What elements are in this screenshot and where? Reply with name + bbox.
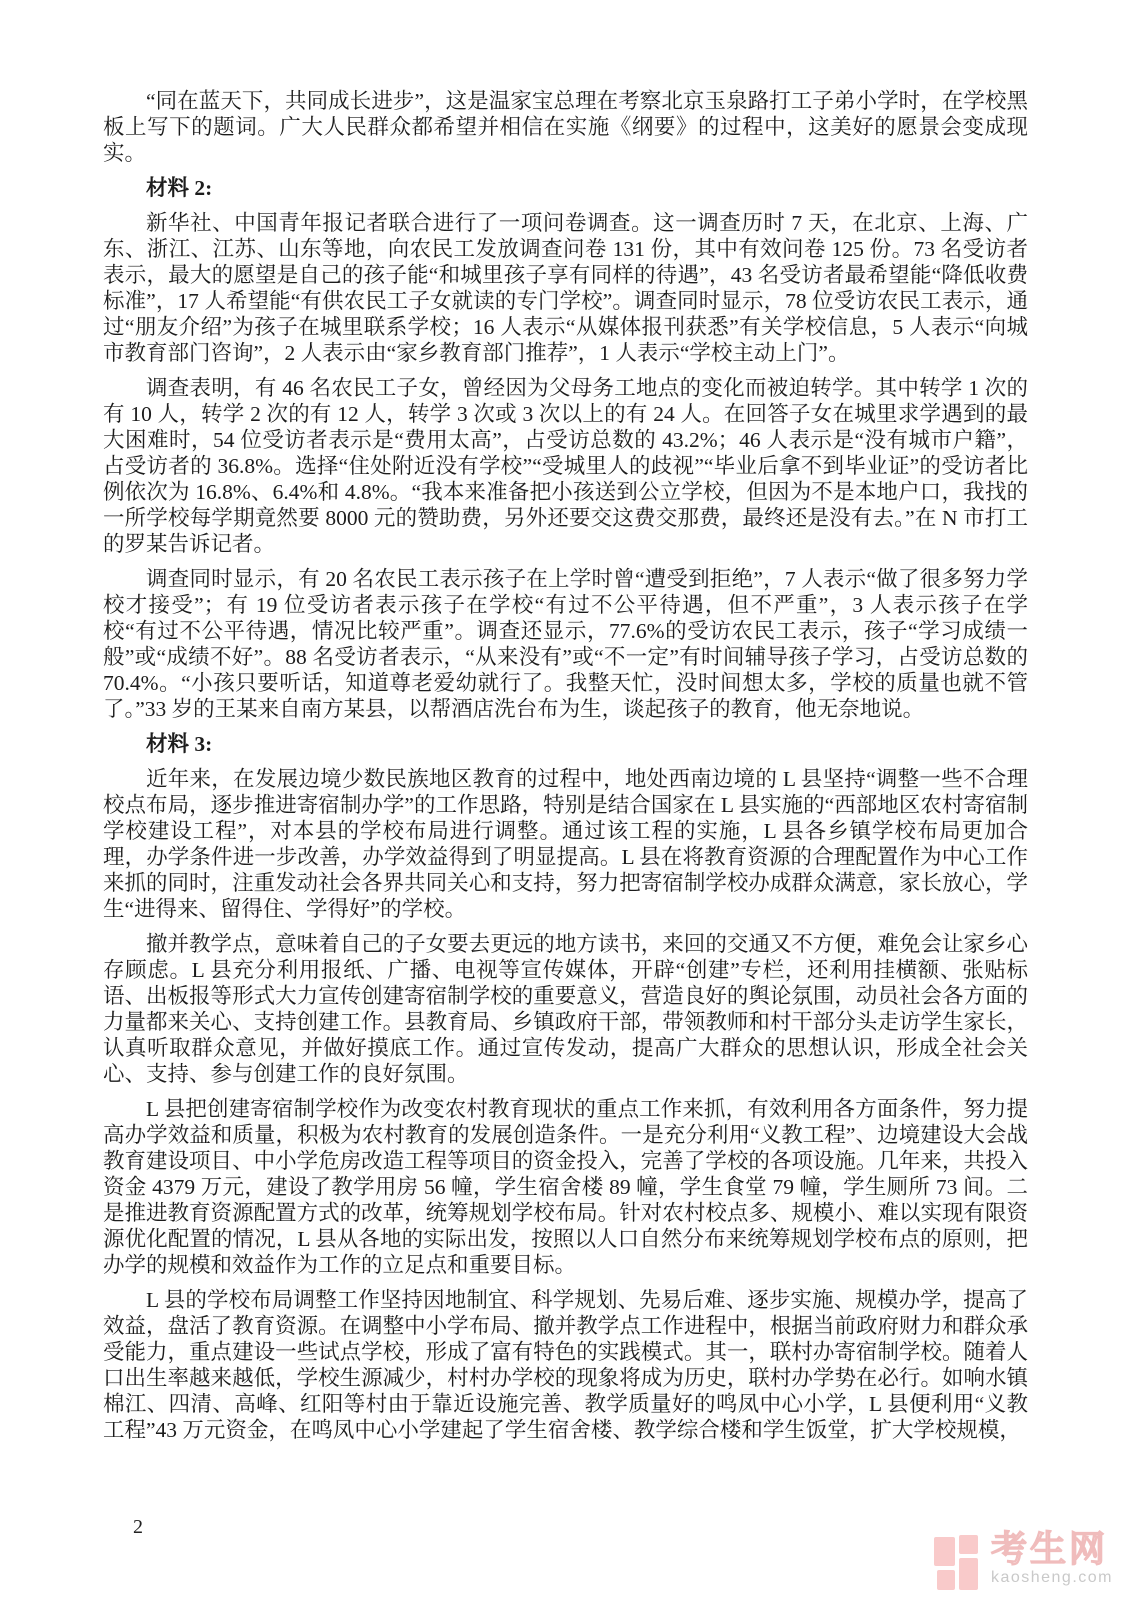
paragraph-school-merging-publicity: 撤并教学点，意味着自己的子女要去更远的地方读书，来回的交通又不方便，难免会让家乡心存顾虑。L 县充分利用报纸、广播、电视等宣传媒体，开辟“创建”专栏，还利用挂横额、张贴标语、出板报等形式大力宣传创建寄宿制学校的重要意义，营造良好的舆论氛围，动员社会各方面的力量都来关心、支持创建工作。县教育局、乡镇政府干部，带领教师和村干部分头走访学生家长，认真听取群众意见，并做好摸底工作。通过宣传发动，提高广大群众的思想认识，形成全社会关心、支持、参与创建工作的良好氛围。 [103,932,1028,1086]
paragraph-survey-overview: 新华社、中国青年报记者联合进行了一项问卷调查。这一调查历时 7 天，在北京、上海、广东、浙江、江苏、山东等地，向农民工发放调查问卷 131 份，其中有效问卷 125 份。73 名受访者表示，最大的愿望是自己的孩子能“和城里孩子享有同样的待遇”，43 名受访者最希望能“降低收费标准”，17 人希望能“有供农民工子女就读的专门学校”。调查同时显示，78 位受访农民工表示，通过“朋友介绍”为孩子在城里联系学校；16 人表示“从媒体报刊获悉”有关学校信息，5 人表示“向城市教育部门咨询”，2 人表示由“家乡教育部门推荐”，1 人表示“学校主动上门”。 [103,211,1028,365]
page-number: 2 [133,1516,143,1538]
document-body [103,88,1028,1452]
watermark-site-name: 考生网 [990,1528,1108,1569]
watermark-site-domain: kaosheng.com [990,1569,1113,1586]
paragraph-survey-treatment-stats: 调查同时显示，有 20 名农民工表示孩子在上学时曾“遭受到拒绝”，7 人表示“做了很多努力学校才接受”；有 19 位受访者表示孩子在学校“有过不公平待遇，但不严重”，3 人表示孩子在学校“有过不公平待遇，情况比较严重”。调查还显示，77.6%的受访农民工表示，孩子“学习成绩一般”或“成绩不好”。88 名受访者表示，“从来没有”或“不一定”有时间辅导孩子学习，占受访总数的 70.4%。“小孩只要听话，知道尊老爱幼就行了。我整天忙，没时间想太多，学校的质量也就不管了。”33 岁的王某来自南方某县，以帮酒店洗台布为生，谈起孩子的教育，他无奈地说。 [103,567,1028,721]
heading-material-3: 材料 3: [146,732,213,756]
kaosheng-logo-icon [934,1531,982,1588]
paragraph-blue-sky-quote: “同在蓝天下，共同成长进步”，这是温家宝总理在考察北京玉泉路打工子弟小学时，在学校黑板上写下的题词。广大人民群众都希望并相信在实施《纲要》的过程中，这美好的愿景会变成现实。 [103,89,1028,165]
paragraph-county-l-overview: 近年来，在发展边境少数民族地区教育的过程中，地处西南边境的 L 县坚持“调整一些不合理校点布局，逐步推进寄宿制办学”的工作思路，特别是结合国家在 L 县实施的“西部地区农村寄宿制学校建设工程”，对本县的学校布局进行调整。通过该工程的实施，L 县各乡镇学校布局更加合理，办学条件进一步改善，办学效益得到了明显提高。L 县在将教育资源的合理配置作为中心工作来抓的同时，注重发动社会各界共同关心和支持，努力把寄宿制学校办成群众满意，家长放心，学生“进得来、留得住、学得好”的学校。 [103,767,1028,921]
watermark-text [990,1528,1113,1586]
heading-material-2: 材料 2: [146,176,213,200]
paragraph-boarding-school-investment: L 县把创建寄宿制学校作为改变农村教育现状的重点工作来抓，有效利用各方面条件，努力提高办学效益和质量，积极为农村教育的发展创造条件。一是充分利用“义教工程”、边境建设大会战教育建设项目、中小学危房改造工程等项目的资金投入，完善了学校的各项设施。几年来，共投入资金 4379 万元，建设了教学用房 56 幢，学生宿舍楼 89 幢，学生食堂 79 幢，学生厕所 73 间。二是推进教育资源配置方式的改革，统筹规划学校布局。针对农村校点多、规模小、难以实现有限资源优化配置的情况，L 县从各地的实际出发，按照以人口自然分布来统筹规划学校布点的原则，把办学的规模和效益作为工作的立足点和重要目标。 [103,1097,1028,1277]
kaosheng-watermark [934,1528,1113,1588]
paragraph-school-layout-adjustment: L 县的学校布局调整工作坚持因地制宜、科学规划、先易后难、逐步实施、规模办学，提高了效益，盘活了教育资源。在调整中小学布局、撤并教学点工作进程中，根据当前政府财力和群众承受能力，重点建设一些试点学校，形成了富有特色的实践模式。其一，联村办寄宿制学校。随着人口出生率越来越低，学校生源减少，村村办学校的现象将成为历史，联村办学势在必行。如响水镇棉江、四清、高峰、红阳等村由于靠近设施完善、教学质量好的鸣凤中心小学，L 县便利用“义教工程”43 万元资金，在鸣凤中心小学建起了学生宿舍楼、教学综合楼和学生饭堂，扩大学校规模， [103,1288,1028,1442]
paragraph-survey-transfer-stats: 调查表明，有 46 名农民工子女，曾经因为父母务工地点的变化而被迫转学。其中转学 1 次的有 10 人，转学 2 次的有 12 人，转学 3 次或 3 次以上的有 24 人。在回答子女在城里求学遇到的最大困难时，54 位受访者表示是“费用太高”，占受访总数的 43.2%；46 人表示是“没有城市户籍”，占受访者的 36.8%。选择“住处附近没有学校”“受城里人的歧视”“毕业后拿不到毕业证”的受访者比例依次为 16.8%、6.4%和 4.8%。“我本来准备把小孩送到公立学校，但因为不是本地户口，我找的一所学校每学期竟然要 8000 元的赞助费，另外还要交这费交那费，最终还是没有去。”在 N 市打工的罗某告诉记者。 [103,376,1028,556]
